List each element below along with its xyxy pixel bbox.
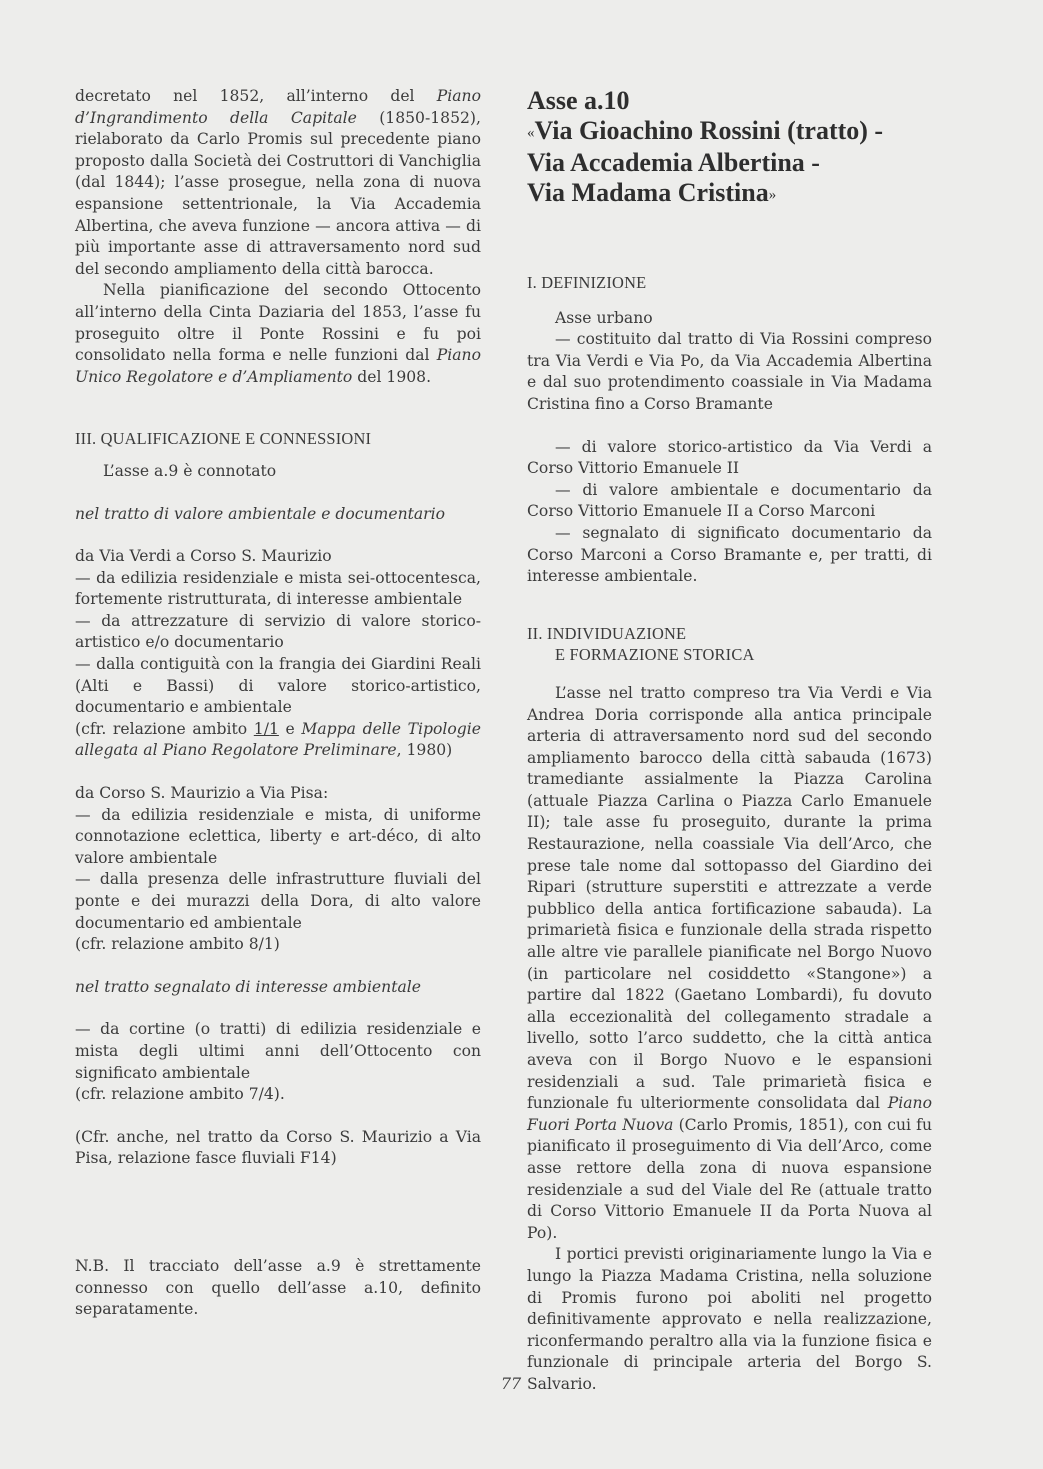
text: Nella pianificazione del secondo Ottocento all’interno della Cinta Daziaria del 1853, l’asse fu proseguito oltre il Ponte Rossini e fu poi consolidato nella forma e nelle funzioni dal [75, 281, 481, 365]
right-column [527, 86, 932, 1396]
map-title: Mappa delle Tipologie allegata al Piano Regolatore Preliminare [75, 719, 481, 760]
text: Via Madama Cristina [527, 178, 769, 207]
definition-item: — costituito dal tratto di Via Rossini compreso tra Via Verdi e Via Po, da Via Accademia Albertina e dal suo protendimento coassiale in Via Madama Cristina fino a Corso Bramante [527, 330, 932, 413]
text: decretato nel 1852, all’interno del [75, 87, 437, 105]
list-item: — da edilizia residenziale e mista, di uniforme connotazione eclettica, liberty e art-déco, di alto valore ambientale [75, 805, 481, 867]
list-item: — da attrezzature di servizio di valore storico-artistico e/o documentario [75, 611, 481, 652]
section-heading-i: I. DEFINIZIONE [527, 273, 647, 292]
plan-title: Piano Unico Regolatore e d’Ampliamento [75, 346, 481, 386]
text: (1850-1852), rielaborato da Carlo Promis sul precedente piano proposto dalla Società dei Costruttori di Vanchiglia (dal 1844); l’asse prosegue, nella zona di nuova espansione settentrionale, la Via Accademia Albertina, che aveva funzione — ancora attiva — di più importante asse di attraversamento nord sud del secondo ampliamento della città barocca. [75, 108, 481, 278]
cross-reference: (Cfr. anche, nel tratto da Corso S. Maurizio a Via Pisa, relazione fasce fluviali F14) [75, 1127, 481, 1168]
paragraph [75, 280, 481, 388]
left-column [75, 86, 481, 1321]
segment-title: da Via Verdi a Corso S. Maurizio [75, 547, 332, 566]
plan-title: Piano d’Ingrandimento della Capitale [75, 87, 481, 127]
paragraph [527, 683, 932, 1244]
page-number: 77 [500, 1374, 522, 1393]
quote-mark: « [527, 125, 535, 141]
text: del 1908. [352, 367, 432, 386]
list-item: — da edilizia residenziale e mista sei-ottocentesca, fortemente ristrutturata, di interesse ambientale [75, 568, 481, 609]
title-line: Via Accademia Albertina - [527, 148, 820, 177]
definition-item: — di valore ambientale e documentario da Corso Vittorio Emanuele II a Corso Marconi [527, 480, 932, 521]
list-item: — dalla contiguità con la frangia dei Giardini Reali (Alti e Bassi) di valore storico-artistico, documentario e ambientale [75, 655, 481, 717]
title-line [527, 178, 932, 210]
text: L’asse nel tratto compreso tra Via Verdi e Via Andrea Doria corrisponde alla antica principale arteria di attraversamento nord sud del secondo ampliamento barocco della città sabauda (1673) tramediante assialmente la Piazza Carolina (attuale Piazza Carlina o Piazza Carlo Emanuele II); tale asse fu proseguito, durante la prima Restaurazione, nella coassiale Via dell’Arco, che prese tale nome dal sottopasso del Giardino dei Ripari (strutture superstiti e attrezzate a verde pubblico della antica fortificazione sabauda). La primarietà fisica e funzionale della strada rispetto alle altre vie parallele pianificate nel Borgo Nuovo (in particolare nel cosiddetto «Stangone») a partire dal 1822 (Gaetano Lombardi), fu dovuto alla eccezionalità del collegamento stradale a livello, sotto l’arco suddetto, che la città antica aveva con il Borgo Nuovo e le espansioni residenziali a sud. Tale primarietà fisica e funzionale fu ulteriormente consolidata dal [527, 683, 932, 1113]
asse-type: Asse urbano [555, 308, 653, 327]
text: (cfr. relazione ambito [75, 719, 254, 738]
segment-title: da Corso S. Maurizio a Via Pisa: [75, 784, 329, 803]
paragraph [75, 86, 481, 280]
subheading: nel tratto di valore ambientale e documentario [75, 504, 446, 523]
title-line: Asse a.10 [527, 86, 630, 115]
nota-bene: N.B. Il tracciato dell’asse a.9 è strettamente connesso con quello dell’asse a.10, definito separatamente. [75, 1256, 481, 1319]
connotato-line: L’asse a.9 è connotato [103, 461, 277, 480]
definition-item: — di valore storico-artistico da Via Verdi a Corso Vittorio Emanuele II [527, 437, 932, 478]
section-heading-ii-cont: E FORMAZIONE STORICA [555, 645, 755, 665]
axis-title [527, 86, 932, 210]
ambito-ref: 1/1 [253, 719, 279, 738]
section-heading-iii: III. QUALIFICAZIONE E CONNESSIONI [75, 429, 372, 449]
list-item: — dalla presenza delle infrastrutture fluviali del ponte e dei murazzi della Dora, di alto valore documentario ed ambientale [75, 870, 481, 932]
section-heading-ii: II. INDIVIDUAZIONE [527, 623, 687, 643]
text: , 1980) [396, 741, 453, 760]
subheading: nel tratto segnalato di interesse ambientale [75, 977, 421, 996]
text: (Carlo Promis, 1851), con cui fu pianificato il proseguimento di Via dell’Arco, come asse rettore della zona di nuova espansione residenziale a sud del Viale del Re (attuale tratto di Corso Vittorio Emanuele II da Porta Nuova al Po). [527, 1115, 932, 1242]
title-line [527, 116, 932, 148]
plan-title: Piano Fuori Porta Nuova [527, 1094, 932, 1134]
definition-item: — segnalato di significato documentario da Corso Marconi a Corso Bramante e, per tratti, di interesse ambientale. [527, 523, 932, 586]
paragraph: I portici previsti originariamente lungo la Via e lungo la Piazza Madama Cristina, nella soluzione di Promis furono poi aboliti nel progetto definitivamente approvato e nella realizzazione, riconfermando peraltro alla via la funzione fisica e funzionale di principale arteria del Borgo S. Salvario. [527, 1245, 932, 1393]
quote-mark: » [768, 187, 777, 203]
reference: (cfr. relazione ambito 7/4). [75, 1085, 285, 1104]
reference: (cfr. relazione ambito 8/1) [75, 935, 280, 954]
text: e [278, 719, 302, 738]
list-item: — da cortine (o tratti) di edilizia residenziale e mista degli ultimi anni dell’Ottocento con significato ambientale [75, 1020, 481, 1082]
reference [75, 719, 481, 762]
text: Via Gioachino Rossini (tratto) - [534, 116, 884, 145]
